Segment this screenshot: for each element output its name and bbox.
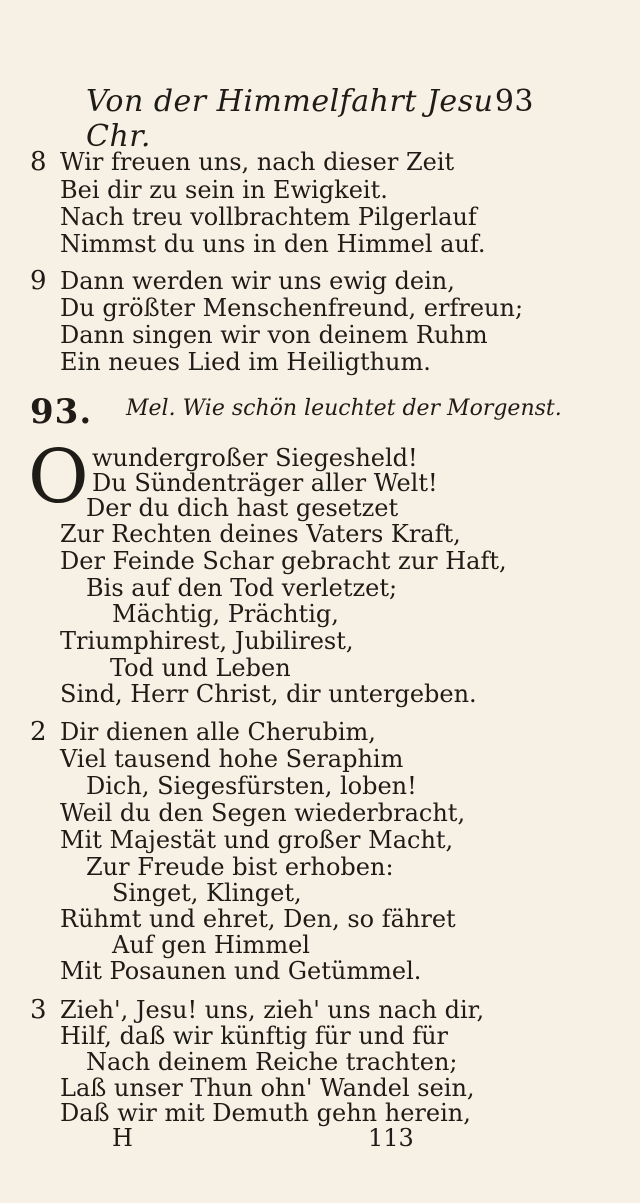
drop-cap: O [28,434,89,520]
verse-line: Singet, Klinget, [112,879,302,907]
melody-indication: Mel. Wie schön leuchtet der Morgenst. [126,396,562,421]
verse-line: Bis auf den Tod verletzet; [86,574,398,602]
header-title: Von der Himmelfahrt Jesu Chr. [86,84,494,154]
signature-mark: H [112,1124,133,1152]
verse-line: Dann werden wir uns ewig dein, [60,267,455,295]
verse-line: Tod und Leben [110,654,291,682]
verse-line: Zieh', Jesu! uns, zieh' uns nach dir, [60,996,485,1024]
verse-line: Weil du den Segen wiederbracht, [60,799,466,827]
verse-line: Rühmt und ehret, Den, so fähret [60,905,456,933]
verse-line: Sind, Herr Christ, dir untergeben. [60,680,477,708]
verse-line: Laß unser Thun ohn' Wandel sein, [60,1074,475,1102]
verse-line: Viel tausend hohe Seraphim [60,745,404,773]
verse-line: Du Sündenträger aller Welt! [92,469,438,497]
verse-line: Mächtig, Prächtig, [112,600,339,628]
verse-line: Mit Majestät und großer Macht, [60,826,454,854]
verse-line: Wir freuen uns, nach dieser Zeit [60,148,455,176]
verse-line: Daß wir mit Demuth gehn herein, [60,1099,471,1127]
verse-line: Ein neues Lied im Heiligthum. [60,348,431,376]
verse-line: Triumphirest, Jubilirest, [60,627,354,655]
verse-line: Nimmst du uns in den Himmel auf. [60,230,486,258]
verse-number: 9 [30,266,47,296]
verse-number: 2 [30,717,47,747]
header-page-number: 93 [494,84,534,119]
verse-line: Mit Posaunen und Getümmel. [60,957,422,985]
verse-line: Bei dir zu sein in Ewigkeit. [60,176,388,204]
verse-line: Hilf, daß wir künftig für und für [60,1022,449,1050]
verse-line: Nach deinem Reiche trachten; [86,1048,458,1076]
verse-line: wundergroßer Siegesheld! [92,444,418,472]
verse-number: 3 [30,995,47,1025]
verse-line: Zur Freude bist erhoben: [86,853,394,881]
verse-line: Du größter Menschenfreund, erfreun; [60,294,524,322]
hymn-number: 93. [30,392,93,432]
verse-line: Dich, Siegesfürsten, loben! [86,772,417,800]
verse-line: Der du dich hast gesetzet [86,494,399,522]
footer-page-number: 113 [368,1124,414,1152]
verse-line: Der Feinde Schar gebracht zur Haft, [60,547,507,575]
verse-number: 8 [30,147,47,177]
verse-line: Zur Rechten deines Vaters Kraft, [60,520,461,548]
verse-line: Dann singen wir von deinem Ruhm [60,321,488,349]
verse-line: Auf gen Himmel [112,931,310,959]
verse-line: Dir dienen alle Cherubim, [60,718,376,746]
verse-line: Nach treu vollbrachtem Pilgerlauf [60,203,477,231]
running-header [86,84,546,154]
